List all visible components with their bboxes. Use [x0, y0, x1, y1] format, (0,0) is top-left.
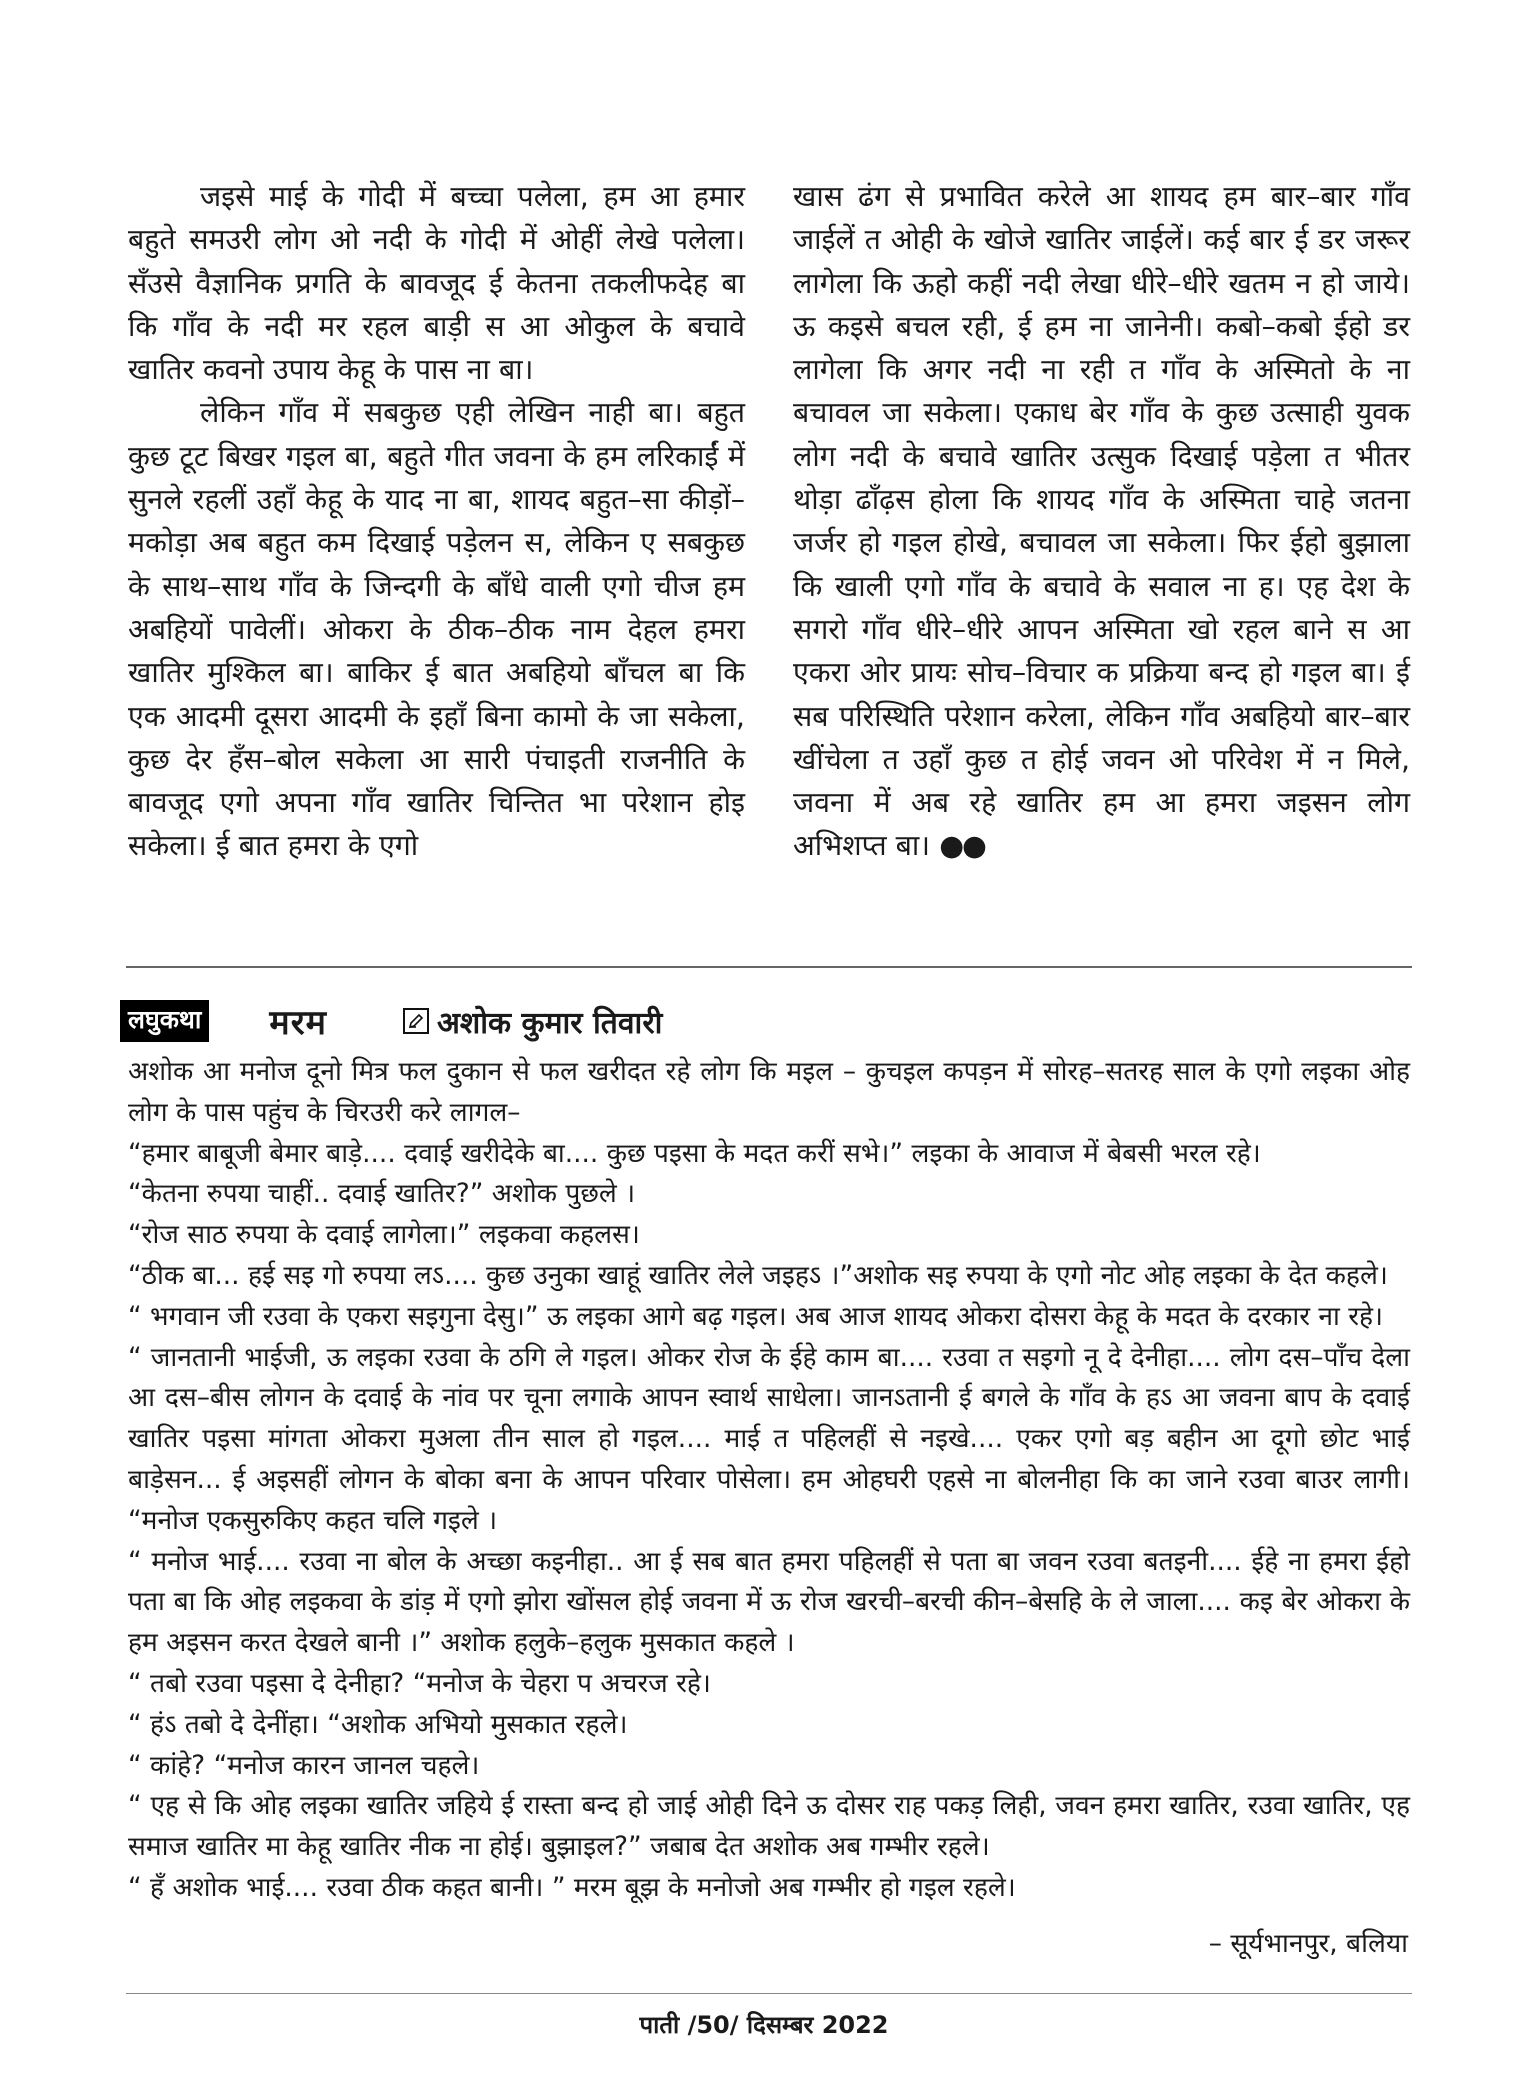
right-paragraph: [793, 175, 1410, 868]
footer-divider: [126, 1993, 1412, 1994]
story-paragraph: “ कांहे? “मनोज कारन जानल चहले।: [128, 1749, 480, 1781]
left-paragraph-1: जइसे माई के गोदी में बच्चा पलेला, हम आ हमार बहुते समउरी लोग ओ नदी के गोदी में ओहीं लेखे पलेला। सँउसे वैज्ञानिक प्रगति के बावजूद ई केतना तकलीफदेह बा कि गाँव के नदी मर रहल बाड़ी स आ ओकुल के बचावे खातिर कवनो उपाय केहू के पास ना बा।: [128, 180, 745, 387]
author-name: अशोक कुमार तिवारी: [436, 1005, 663, 1041]
right-paragraph-text: खास ढंग से प्रभावित करेले आ शायद हम बार–बार गाँव जाईलें त ओही के खोजे खातिर जाईलें। कई बार ई डर जरूर लागेला कि ऊहो कहीं नदी लेखा धीरे–धीरे खतम न हो जाये। ऊ कइसे बचल रही, ई हम ना जानेनी। कबो–कबो ईहो डर लागेला कि अगर नदी ना रही त गाँव के अस्मितो के ना बचावल जा सकेला। एकाध बेर गाँव के कुछ उत्साही युवक लोग नदी के बचावे खातिर उत्सुक दिखाई पड़ेला त भीतर थोड़ा ढाँढ़स होला कि शायद गाँव के अस्मिता चाहे जतना जर्जर हो गइल होखे, बचावल जा सकेला। फिर ईहो बुझाला कि खाली एगो गाँव के बचावे के सवाल ना ह। एह देश के सगरो गाँव धीरे–धीरे आपन अस्मिता खो रहल बाने स आ एकरा ओर प्रायः सोच–विचार क प्रक्रिया बन्द हो गइल बा। ई सब परिस्थिति परेशान करेला, लेकिन गाँव अबहियो बार–बार खींचेला त उहाँ कुछ त होई जवन ओ परिवेश में न मिले, जवना में अब रहे खातिर हम आ हमरा जइसन लोग अभिशप्त बा।: [793, 180, 1410, 863]
story-paragraph: “ मनोज भाई.... रउवा ना बोल के अच्छा कइनीहा.. आ ई सब बात हमरा पहिलहीं से पता बा जवन रउवा बतइनी.... ईहे ना हमरा ईहो पता बा कि ओह लइकवा के डांड़ में एगो झोरा खोंसल होई जवना में ऊ रोज खरची–बरची कीन–बेसहि के ले जाला.... कइ बेर ओकरा के हम अइसन करत देखले बानी ।” अशोक हलुके–हलुक मुसकात कहले ।: [128, 1545, 1410, 1659]
story-paragraph: “हमार बाबूजी बेमार बाड़े.... दवाई खरीदेके बा.... कुछ पइसा के मदत करीं सभे।” लइका के आवाज में बेबसी भरल रहे।: [128, 1137, 1261, 1169]
left-column: [128, 175, 745, 868]
page-footer: पाती /50/ दिसम्बर 2022: [639, 2011, 889, 2039]
story-paragraph: “केतना रुपया चाहीं.. दवाई खातिर?” अशोक पुछले ।: [128, 1178, 636, 1210]
story-paragraph: “रोज साठ रुपया के दवाई लागेला।” लइकवा कहलस।: [128, 1219, 640, 1251]
story-paragraph: “ भगवान जी रउवा के एकरा सइगुना देसु।” ऊ लइका आगे बढ़ गइल। अब आज शायद ओकरा दोसरा केहू के मदत के दरकार ना रहे।: [128, 1300, 1384, 1332]
story-body: [128, 1052, 1410, 1909]
story-paragraph: “ हंऽ तबो दे देनींहा। “अशोक अभियो मुसकात रहले।: [128, 1708, 628, 1740]
story-paragraph: “ तबो रउवा पइसा दे देनीहा? “मनोज के चेहरा प अचरज रहे।: [128, 1667, 711, 1699]
story-paragraph: “ एह से कि ओह लइका खातिर जहिये ई रास्ता बन्द हो जाई ओही दिने ऊ दोसर राह पकड़ लिही, जवन हमरा खातिर, रउवा खातिर, एह समाज खातिर मा केहू खातिर नीक ना होई। बुझाइल?” जबाब देत अशोक अब गम्भीर रहले।: [128, 1790, 1410, 1863]
category-label: लघुकथा: [120, 1000, 209, 1042]
story-paragraph: अशोक आ मनोज दूनो मित्र फल दुकान से फल खरीदत रहे लोग कि मइल – कुचइल कपड़न में सोरह–सतरह साल के एगो लइका ओह लोग के पास पहुंच के चिरउरी करे लागल–: [128, 1056, 1410, 1128]
author-byline: [403, 1001, 662, 1042]
left-paragraph-2: लेकिन गाँव में सबकुछ एही लेखिन नाही बा। बहुत कुछ टूट बिखर गइल बा, बहुते गीत जवना के हम लरिकाईं में सुनले रहलीं उहाँ केहू के याद ना बा, शायद बहुत–सा कीड़ों–मकोड़ा अब बहुत कम दिखाई पड़ेलन स, लेकिन ए सबकुछ के साथ–साथ गाँव के जिन्दगी के बाँधे वाली एगो चीज हम अबहियों पावेलीं। ओकरा के ठीक–ठीक नाम देहल हमरा खातिर मुश्किल बा। बाकिर ई बात अबहियो बाँचल बा कि एक आदमी दूसरा आदमी के इहाँ बिना कामो के जा सकेला, कुछ देर हँस–बोल सकेला आ सारी पंचाइती राजनीति के बावजूद एगो अपना गाँव खातिर चिन्तित भा परेशान होइ सकेला। ई बात हमरा के एगो: [128, 396, 745, 863]
story-paragraph: “ठीक बा... हई सइ गो रुपया लऽ.... कुछ उनुका खाहूं खातिर लेले जइहऽ ।”अशोक सइ रुपया के एगो नोट ओह लइका के देत कहले।: [128, 1259, 1388, 1291]
pen-icon: [403, 1008, 429, 1034]
right-column: [793, 175, 1410, 868]
story-header: [120, 998, 662, 1044]
story-paragraph: “ हँ अशोक भाई.... रउवा ठीक कहत बानी। ” मरम बूझ के मनोजो अब गम्भीर हो गइल रहले।: [128, 1871, 1016, 1903]
story-title: मरम: [269, 1003, 327, 1043]
story-paragraph: “ जानतानी भाईजी, ऊ लइका रउवा के ठगि ले गइल। ओकर रोज के ईहे काम बा.... रउवा त सइगो नू दे देनीहा.... लोग दस–पाँच देला आ दस–बीस लोगन के दवाई के नांव पर चूना लगाके आपन स्वार्थ साधेला। जानऽतानी ई बगले के गाँव के हऽ आ जवना बाप के दवाई खातिर पइसा मांगता ओकरा मुअला तीन साल हो गइल.... माई त पहिलहीं से नइखे.... एकर एगो बड़ बहीन आ दूगो छोट भाई बाड़ेसन... ई अइसहीं लोगन के बोका बना के आपन परिवार पोसेला। हम ओहघरी एहसे ना बोलनीहा कि का जाने रउवा बाउर लागी। “मनोज एकसुरुकिए कहत चलि गइले ।: [128, 1341, 1410, 1536]
end-mark: ●●: [939, 829, 985, 863]
section-divider: [126, 966, 1412, 968]
story-signoff: – सूर्यभानपुर, बलिया: [1208, 1928, 1408, 1959]
